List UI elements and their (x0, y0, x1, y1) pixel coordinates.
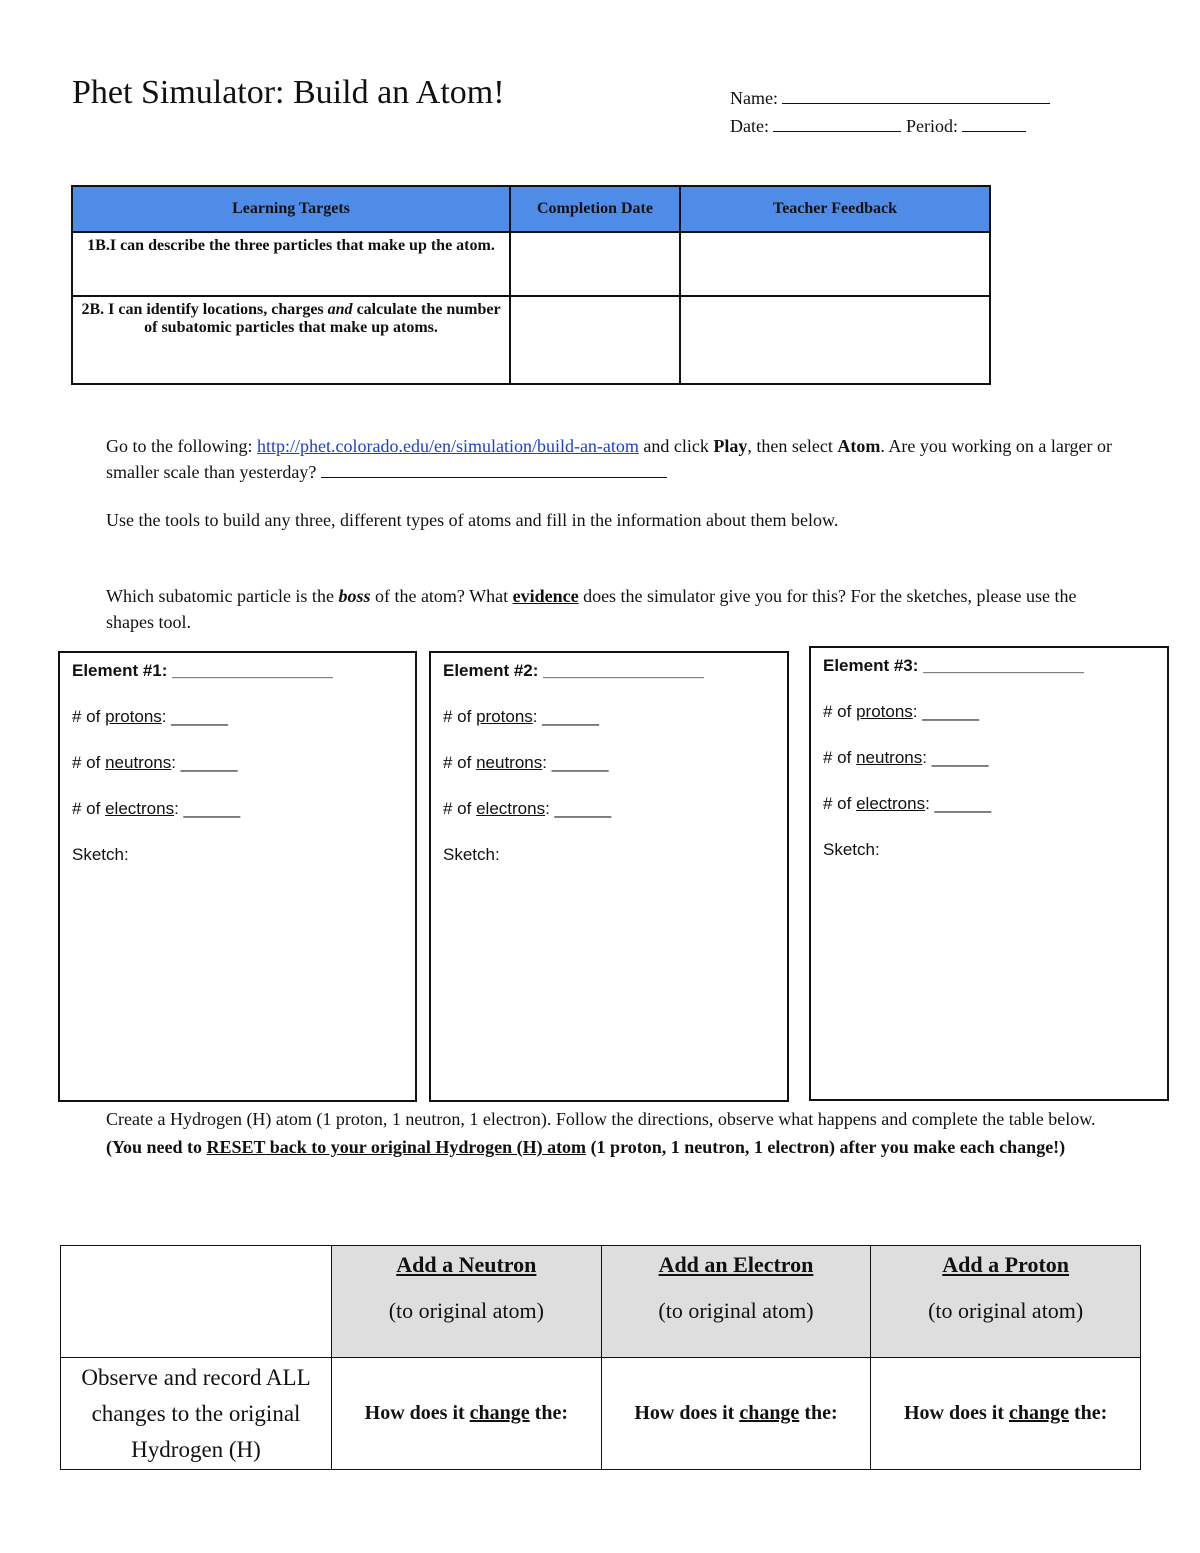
answer-cell[interactable]: How does it change the: (871, 1358, 1141, 1470)
column-header-electron: Add an Electron (to original atom) (601, 1246, 871, 1358)
name-label: Name: (730, 88, 778, 108)
column-header: Completion Date (510, 186, 680, 232)
element-box-2 (429, 651, 789, 1102)
table-header-row (61, 1246, 1141, 1358)
target-cell: 2B. I can identify locations, charges and calculate the number of subatomic particles that make up atoms. (72, 296, 510, 384)
completion-cell[interactable] (510, 296, 680, 384)
learning-targets-table (71, 185, 991, 385)
sketch-label: Sketch: (72, 845, 129, 864)
column-header: Learning Targets (72, 186, 510, 232)
date-period-field[interactable] (730, 116, 1026, 137)
element-title: Element #3: _________________ (823, 656, 1084, 675)
instruction-paragraph-2: Use the tools to build any three, different types of atoms and fill in the information about them below. (106, 510, 839, 530)
electrons-field[interactable]: # of electrons: ______ (823, 794, 992, 813)
name-blank[interactable] (782, 89, 1050, 104)
neutrons-field[interactable]: # of neutrons: ______ (443, 753, 609, 772)
period-blank[interactable] (962, 117, 1026, 132)
row-label: Observe and record ALL changes to the original Hydrogen (H) (61, 1358, 332, 1470)
neutrons-field[interactable]: # of neutrons: ______ (72, 753, 238, 772)
element-box-3 (809, 646, 1169, 1101)
protons-field[interactable]: # of protons: ______ (443, 707, 599, 726)
page-title: Phet Simulator: Build an Atom! (72, 74, 505, 111)
electrons-field[interactable]: # of electrons: ______ (443, 799, 612, 818)
date-blank[interactable] (773, 117, 901, 132)
element-title: Element #2: _________________ (443, 661, 704, 680)
sketch-label: Sketch: (443, 845, 500, 864)
answer-cell[interactable]: How does it change the: (332, 1358, 602, 1470)
table-row (72, 296, 990, 384)
protons-field[interactable]: # of protons: ______ (823, 702, 979, 721)
sketch-label: Sketch: (823, 840, 880, 859)
table-row (72, 232, 990, 296)
column-header: Teacher Feedback (680, 186, 990, 232)
feedback-cell[interactable] (680, 232, 990, 296)
electrons-field[interactable]: # of electrons: ______ (72, 799, 241, 818)
date-label: Date: (730, 116, 769, 136)
element-box-1 (58, 651, 417, 1102)
hydrogen-changes-table (60, 1245, 1141, 1470)
instruction-paragraph-1: Go to the following: http://phet.colorado.edu/en/simulation/build-an-atom and click Play, then select Atom. Are you working on a larger or smaller scale than yesterday? (106, 436, 1112, 482)
scale-answer-blank[interactable] (321, 463, 667, 478)
column-header-neutron: Add a Neutron (to original atom) (332, 1246, 602, 1358)
phet-link[interactable]: http://phet.colorado.edu/en/simulation/build-an-atom (257, 436, 639, 456)
completion-cell[interactable] (510, 232, 680, 296)
protons-field[interactable]: # of protons: ______ (72, 707, 228, 726)
name-field[interactable] (730, 88, 1050, 109)
column-header-proton: Add a Proton (to original atom) (871, 1246, 1141, 1358)
feedback-cell[interactable] (680, 296, 990, 384)
neutrons-field[interactable]: # of neutrons: ______ (823, 748, 989, 767)
instruction-paragraph-3: Which subatomic particle is the boss of the atom? What evidence does the simulator give you for this? For the sketches, please use the shapes tool. (106, 586, 1077, 632)
hydrogen-instructions: Create a Hydrogen (H) atom (1 proton, 1 neutron, 1 electron). Follow the directions, observe what happens and complete the table below. (You need to RESET back to your original Hydrogen (H) atom (1 proton, 1 neutron, 1 electron) after you make each change!) (106, 1109, 1096, 1157)
table-header-row (72, 186, 990, 232)
answer-cell[interactable]: How does it change the: (601, 1358, 871, 1470)
element-title: Element #1: _________________ (72, 661, 333, 680)
target-cell: 1B.I can describe the three particles that make up the atom. (72, 232, 510, 296)
table-row (61, 1358, 1141, 1470)
empty-corner-cell (61, 1246, 332, 1358)
period-label: Period: (905, 116, 958, 136)
